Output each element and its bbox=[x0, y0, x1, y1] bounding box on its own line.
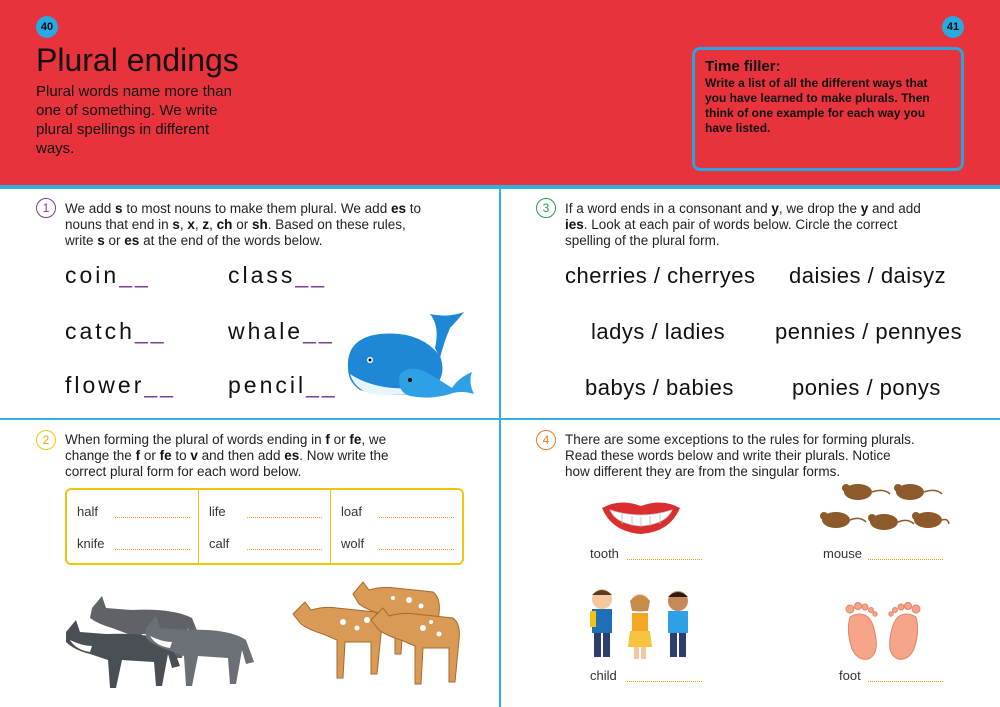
question-number-4: 4 bbox=[536, 430, 556, 450]
teeth-illustration bbox=[600, 496, 682, 536]
answer-line-half[interactable] bbox=[115, 517, 190, 518]
time-filler-title: Time filler: bbox=[705, 58, 781, 75]
word-pair-cherries[interactable]: cherries / cherryes bbox=[565, 263, 756, 288]
section-divider-vertical bbox=[499, 189, 501, 707]
table-word-knife: knife bbox=[77, 536, 105, 551]
word-pair-ponies[interactable]: ponies / ponys bbox=[792, 375, 941, 400]
word-pair-ladies[interactable]: ladys / ladies bbox=[591, 319, 726, 344]
word-pair-pennies[interactable]: pennies / pennyes bbox=[775, 319, 963, 344]
table-column bbox=[67, 490, 199, 563]
answer-line-foot[interactable] bbox=[868, 680, 943, 682]
plural-answer-table bbox=[65, 488, 464, 565]
word-coin[interactable]: coin__ bbox=[65, 262, 151, 288]
answer-line-life[interactable] bbox=[247, 517, 322, 518]
exception-word-child: child bbox=[590, 668, 617, 683]
answer-line-calf[interactable] bbox=[247, 549, 322, 550]
page-title: Plural endings bbox=[36, 42, 239, 78]
word-whale[interactable]: whale__ bbox=[228, 318, 335, 344]
question-2-instructions: When forming the plural of words ending in f or fe, we change the f or fe to v and then add es. Now write the correct plural form for each word below. bbox=[65, 432, 389, 479]
question-3-instructions: If a word ends in a consonant and y, we drop the y and add ies. Look at each pair of words below. Circle the correct spelling of the plural form. bbox=[565, 201, 921, 248]
question-1-instructions: We add s to most nouns to make them plural. We add es to nouns that end in s, x, z, ch or sh. Based on these rules, write s or es at the end of the words below. bbox=[65, 201, 421, 248]
table-column bbox=[199, 490, 331, 563]
exception-word-mouse: mouse bbox=[823, 546, 863, 561]
question-number-3: 3 bbox=[536, 198, 556, 218]
table-column bbox=[331, 490, 462, 563]
word-pair-babies[interactable]: babys / babies bbox=[585, 375, 734, 400]
answer-line-mouse[interactable] bbox=[868, 558, 943, 560]
word-pencil[interactable]: pencil__ bbox=[228, 372, 338, 398]
word-class[interactable]: class__ bbox=[228, 262, 327, 288]
word-flower[interactable]: flower__ bbox=[65, 372, 176, 398]
children-illustration bbox=[582, 585, 700, 663]
table-word-calf: calf bbox=[209, 536, 230, 551]
table-word-loaf: loaf bbox=[341, 504, 362, 519]
question-number-1: 1 bbox=[36, 198, 56, 218]
page-number-left: 40 bbox=[36, 16, 58, 38]
wolves-illustration bbox=[62, 588, 257, 693]
answer-line-knife[interactable] bbox=[115, 549, 190, 550]
answer-line-wolf[interactable] bbox=[379, 549, 454, 550]
mice-illustration bbox=[810, 478, 950, 542]
answer-line-tooth[interactable] bbox=[627, 558, 702, 560]
answer-line-loaf[interactable] bbox=[379, 517, 454, 518]
calves-illustration bbox=[283, 574, 463, 689]
feet-illustration bbox=[842, 601, 924, 663]
table-word-wolf: wolf bbox=[341, 536, 365, 551]
word-catch[interactable]: catch__ bbox=[65, 318, 167, 344]
table-word-half: half bbox=[77, 504, 98, 519]
word-pair-daisies[interactable]: daisies / daisyz bbox=[789, 263, 947, 288]
intro-text: Plural words name more than one of something. We write plural spellings in different ways. bbox=[36, 83, 232, 157]
exception-word-tooth: tooth bbox=[590, 546, 619, 561]
question-number-2: 2 bbox=[36, 430, 56, 450]
question-4-instructions: There are some exceptions to the rules for forming plurals. Read these words below and write their plurals. Notice how different they are from the singular forms. bbox=[565, 432, 915, 479]
table-word-life: life bbox=[209, 504, 226, 519]
time-filler-box bbox=[692, 47, 964, 171]
whale-illustration bbox=[340, 308, 480, 400]
exception-word-foot: foot bbox=[839, 668, 861, 683]
answer-line-child[interactable] bbox=[627, 680, 702, 682]
time-filler-text: Write a list of all the different ways that you have learned to make plurals. Then think of one example for each way you have listed. bbox=[705, 76, 930, 135]
page-number-right: 41 bbox=[942, 16, 964, 38]
